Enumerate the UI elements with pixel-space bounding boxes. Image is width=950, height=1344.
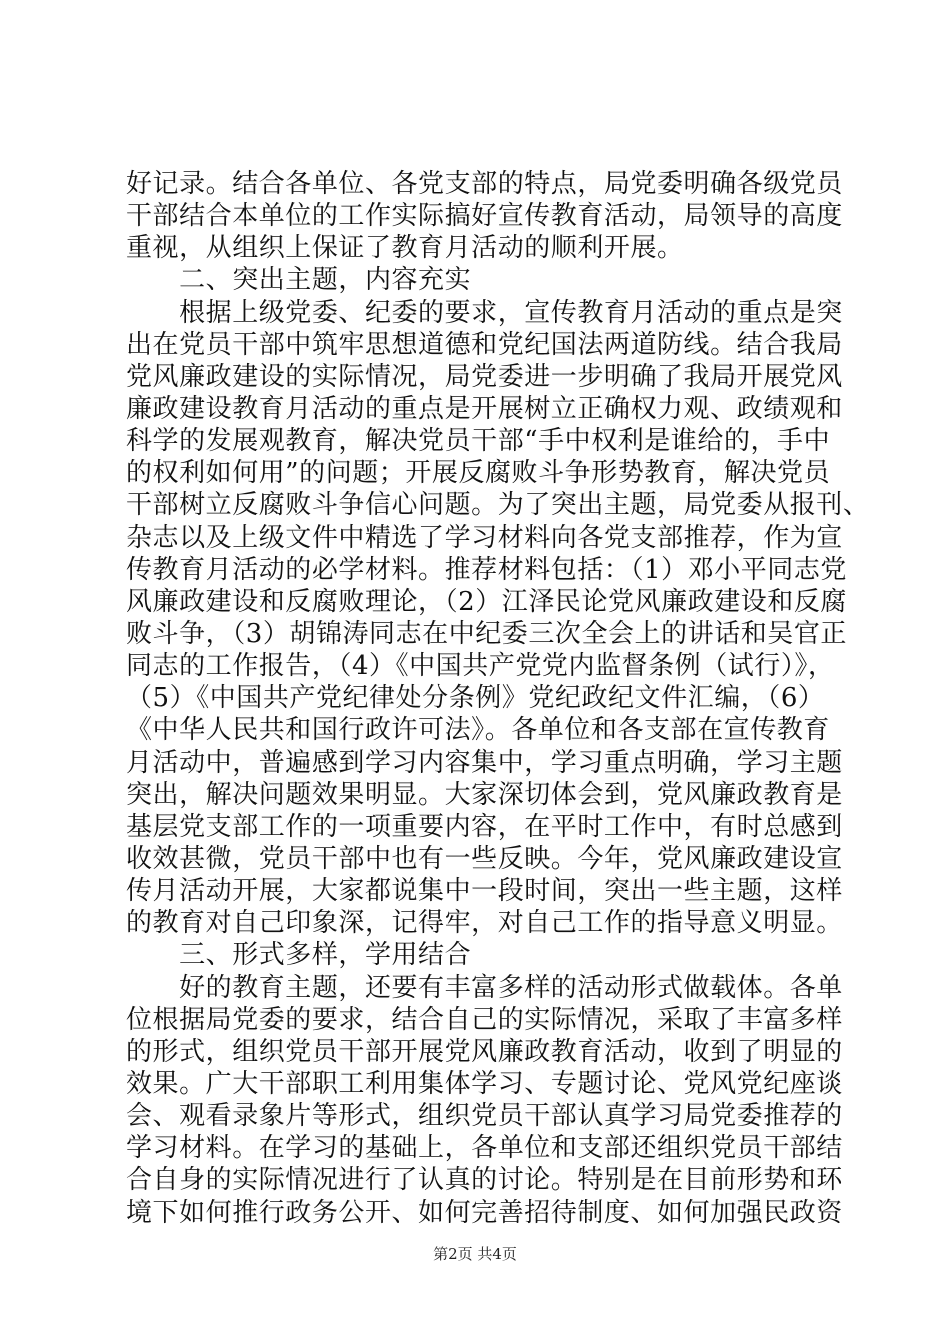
text-line: 好的教育主题，还要有丰富多样的活动形式做载体。各单 [126,972,843,1003]
text-line: 干部结合本单位的工作实际搞好宣传教育活动，局领导的高度 [126,201,843,232]
text-line: 出在党员干部中筑牢思想道德和党纪国法两道防线。结合我局 [126,329,843,360]
text-line: 合自身的实际情况进行了认真的讨论。特别是在目前形势和环 [126,1165,843,1196]
text-line: 的形式，组织党员干部开展党风廉政教育活动，收到了明显的 [126,1036,843,1067]
section-heading: 三、形式多样，学用结合 [126,940,472,971]
text-line: 重视，从组织上保证了教育月活动的顺利开展。 [126,233,684,264]
text-line: 效果。广大干部职工利用集体学习、专题讨论、党风党纪座谈 [126,1068,843,1099]
text-line: 境下如何推行政务公开、如何完善招待制度、如何加强民政资 [126,1197,843,1228]
text-line: 同志的工作报告，（4）《中国共产党党内监督条例（试行）》， [126,651,835,682]
text-line: 风廉政建设和反腐败理论，（2）江泽民论党风廉政建设和反腐 [126,586,847,617]
document-body [126,168,870,1229]
text-line: 败斗争，（3）胡锦涛同志在中纪委三次全会上的讲话和吴官正 [126,618,847,649]
text-line: 基层党支部工作的一项重要内容，在平时工作中，有时总感到 [126,811,843,842]
section-heading: 二、突出主题，内容充实 [126,265,472,296]
text-line: 的教育对自己印象深，记得牢，对自己工作的指导意义明显。 [126,908,843,939]
text-line: 会、观看录象片等形式，组织党员干部认真学习局党委推荐的 [126,1101,843,1132]
text-line: 廉政建设教育月活动的重点是开展树立正确权力观、政绩观和 [126,393,843,424]
text-line: 《中华人民共和国行政许可法》。各单位和各支部在宣传教育 [126,715,830,746]
text-line: 科学的发展观教育，解决党员干部“手中权利是谁给的，手中 [126,426,831,457]
page-footer [0,1244,950,1264]
text-line: 好记录。结合各单位、各党支部的特点，局党委明确各级党员 [126,169,843,199]
text-line: 收效甚微，党员干部中也有一些反映。今年，党风廉政建设宣 [126,843,843,874]
text-line: （5）《中国共产党纪律处分条例》党纪政纪文件汇编，（6） [126,683,825,714]
text-line: 根据上级党委、纪委的要求，宣传教育月活动的重点是突 [126,297,843,328]
text-line: 传月活动开展，大家都说集中一段时间，突出一些主题，这样 [126,876,843,907]
text-line: 位根据局党委的要求，结合自己的实际情况，采取了丰富多样 [126,1004,843,1035]
text-line: 的权利如何用”的问题；开展反腐败斗争形势教育，解决党员 [126,458,831,489]
text-line: 月活动中，普遍感到学习内容集中，学习重点明确，学习主题 [126,747,843,778]
text-line: 杂志以及上级文件中精选了学习材料向各党支部推荐，作为宣 [126,522,843,553]
text-line: 学习材料。在学习的基础上，各单位和支部还组织党员干部结 [126,1133,843,1164]
text-line: 干部树立反腐败斗争信心问题。为了突出主题，局党委从报刊、 [126,490,870,521]
page-number-label: 第2页 共4页 [433,1245,517,1263]
text-line: 党风廉政建设的实际情况，局党委进一步明确了我局开展党风 [126,361,843,392]
text-line: 传教育月活动的必学材料。推荐材料包括：（1）邓小平同志党 [126,554,847,585]
text-line: 突出，解决问题效果明显。大家深切体会到，党风廉政教育是 [126,779,843,810]
